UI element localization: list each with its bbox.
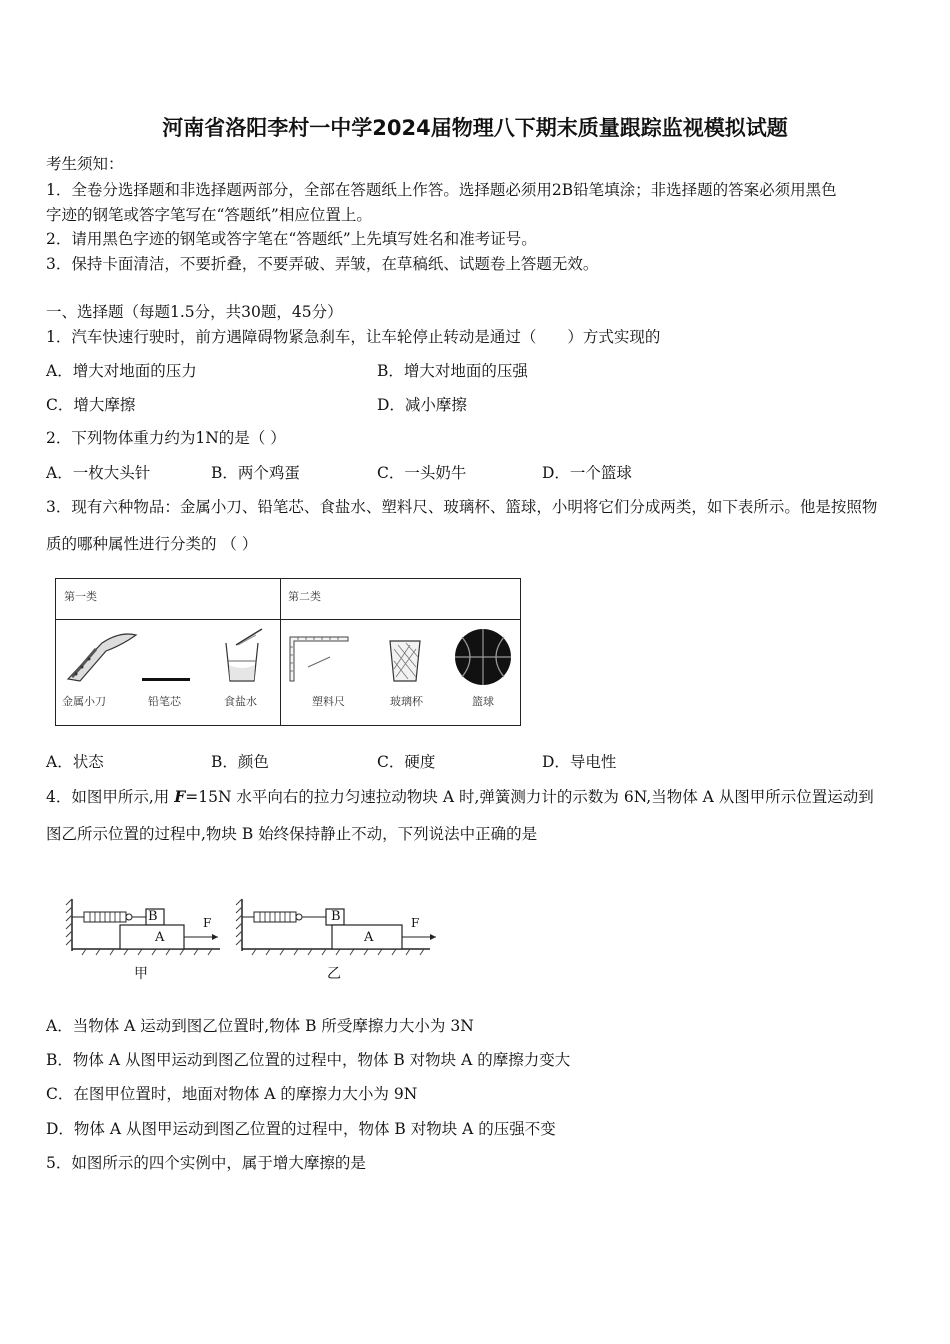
salt-water-icon bbox=[218, 625, 266, 685]
item-label-glass-cup: 玻璃杯 bbox=[390, 695, 423, 708]
notice-heading: 考生须知： bbox=[46, 155, 124, 173]
q3-option-c: C．硬度 bbox=[377, 753, 436, 771]
q3-option-a: A．状态 bbox=[46, 753, 104, 771]
q3-option-d: D．导电性 bbox=[542, 753, 617, 771]
item-label-salt-water: 食盐水 bbox=[224, 695, 257, 708]
q2-option-d: D．一个篮球 bbox=[542, 464, 632, 482]
q3-stem-line-1: 3．现有六种物品：金属小刀、铅笔芯、食盐水、塑料尺、玻璃杯、篮球，小明将它们分成两类，如下表所示。他是按照物 bbox=[46, 498, 878, 516]
q4-stem-line-1 bbox=[46, 787, 874, 807]
q3-option-b: B．颜色 bbox=[211, 753, 269, 771]
pencil-lead-icon bbox=[140, 675, 194, 685]
knife-icon bbox=[62, 629, 140, 685]
fig-caption-jia: 甲 bbox=[134, 966, 148, 982]
notice-item-2: 2．请用黑色字迹的钢笔或答字笔在“答题纸”上先填写姓名和准考证号。 bbox=[46, 230, 537, 248]
notice-item-3: 3．保持卡面清洁，不要折叠，不要弄破、弄皱，在草稿纸、试题卷上答题无效。 bbox=[46, 255, 599, 273]
q4-option-c: C．在图甲位置时，地面对物体 A 的摩擦力大小为 9N bbox=[46, 1085, 418, 1103]
q3-stem-line-2: 质的哪种属性进行分类的 （ ） bbox=[46, 535, 258, 553]
notice-item-1-line-2: 字迹的钢笔或答字笔写在“答题纸”相应位置上。 bbox=[46, 206, 372, 224]
glass-cup-icon bbox=[386, 637, 424, 685]
q4-option-a: A．当物体 A 运动到图乙位置时,物体 B 所受摩擦力大小为 3N bbox=[46, 1017, 474, 1035]
fig-jia-label-a: A bbox=[155, 930, 165, 945]
q2-stem: 2．下列物体重力约为1N的是（ ） bbox=[46, 429, 286, 447]
fig-yi-label-b: B bbox=[331, 909, 341, 924]
q2-option-b: B．两个鸡蛋 bbox=[211, 464, 300, 482]
notice-item-1-line-1: 1．全卷分选择题和非选择题两部分，全部在答题纸上作答。选择题必须用2B铅笔填涂；非选择题的答案必须用黑色 bbox=[46, 181, 837, 199]
q2-option-a: A．一枚大头针 bbox=[46, 464, 151, 482]
q1-option-c: C．增大摩擦 bbox=[46, 396, 136, 414]
q4-stem-post: =15N 水平向右的拉力匀速拉动物块 A 时,弹簧测力计的示数为 6N,当物体 A 从图甲所示位置运动到 bbox=[185, 788, 874, 806]
fig-jia-label-f: F bbox=[203, 916, 212, 930]
basketball-icon bbox=[452, 627, 514, 687]
q5-stem: 5．如图所示的四个实例中，属于增大摩擦的是 bbox=[46, 1154, 366, 1172]
q1-option-b: B．增大对地面的压强 bbox=[377, 362, 528, 380]
fig-yi-label-a: A bbox=[364, 930, 374, 945]
q1-stem: 1．汽车快速行驶时，前方遇障碍物紧急刹车，让车轮停止转动是通过（ ）方式实现的 bbox=[46, 328, 661, 346]
item-label-basketball: 篮球 bbox=[472, 695, 494, 708]
item-label-knife: 金属小刀 bbox=[62, 695, 106, 708]
q4-option-b: B．物体 A 从图甲运动到图乙位置的过程中，物体 B 对物块 A 的摩擦力变大 bbox=[46, 1051, 571, 1069]
q4-stem-force-symbol: F bbox=[174, 787, 186, 806]
item-label-plastic-ruler: 塑料尺 bbox=[312, 695, 345, 708]
q1-option-d: D．减小摩擦 bbox=[377, 396, 467, 414]
fig-yi-label-f: F bbox=[411, 916, 420, 930]
section-heading: 一、选择题（每题1.5分，共30题，45分） bbox=[46, 303, 343, 321]
q4-option-d: D．物体 A 从图甲运动到图乙位置的过程中，物体 B 对物块 A 的压强不变 bbox=[46, 1120, 556, 1138]
table-column-divider bbox=[280, 579, 281, 725]
page-title: 河南省洛阳李村一中学2024届物理八下期末质量跟踪监视模拟试题 bbox=[162, 116, 788, 140]
fig-jia-label-b: B bbox=[148, 909, 158, 924]
item-label-pencil-lead: 铅笔芯 bbox=[148, 695, 181, 708]
q4-stem-line-2: 图乙所示位置的过程中,物块 B 始终保持静止不动，下列说法中正确的是 bbox=[46, 825, 538, 843]
q1-option-a: A．增大对地面的压力 bbox=[46, 362, 197, 380]
class-2-label: 第二类 bbox=[288, 590, 321, 603]
plastic-ruler-icon bbox=[286, 633, 352, 685]
class-1-label: 第一类 bbox=[64, 590, 97, 603]
q4-stem-pre: 4．如图甲所示,用 bbox=[46, 788, 175, 806]
fig-caption-yi: 乙 bbox=[327, 966, 341, 982]
classification-table bbox=[55, 578, 521, 726]
q2-option-c: C．一头奶牛 bbox=[377, 464, 467, 482]
